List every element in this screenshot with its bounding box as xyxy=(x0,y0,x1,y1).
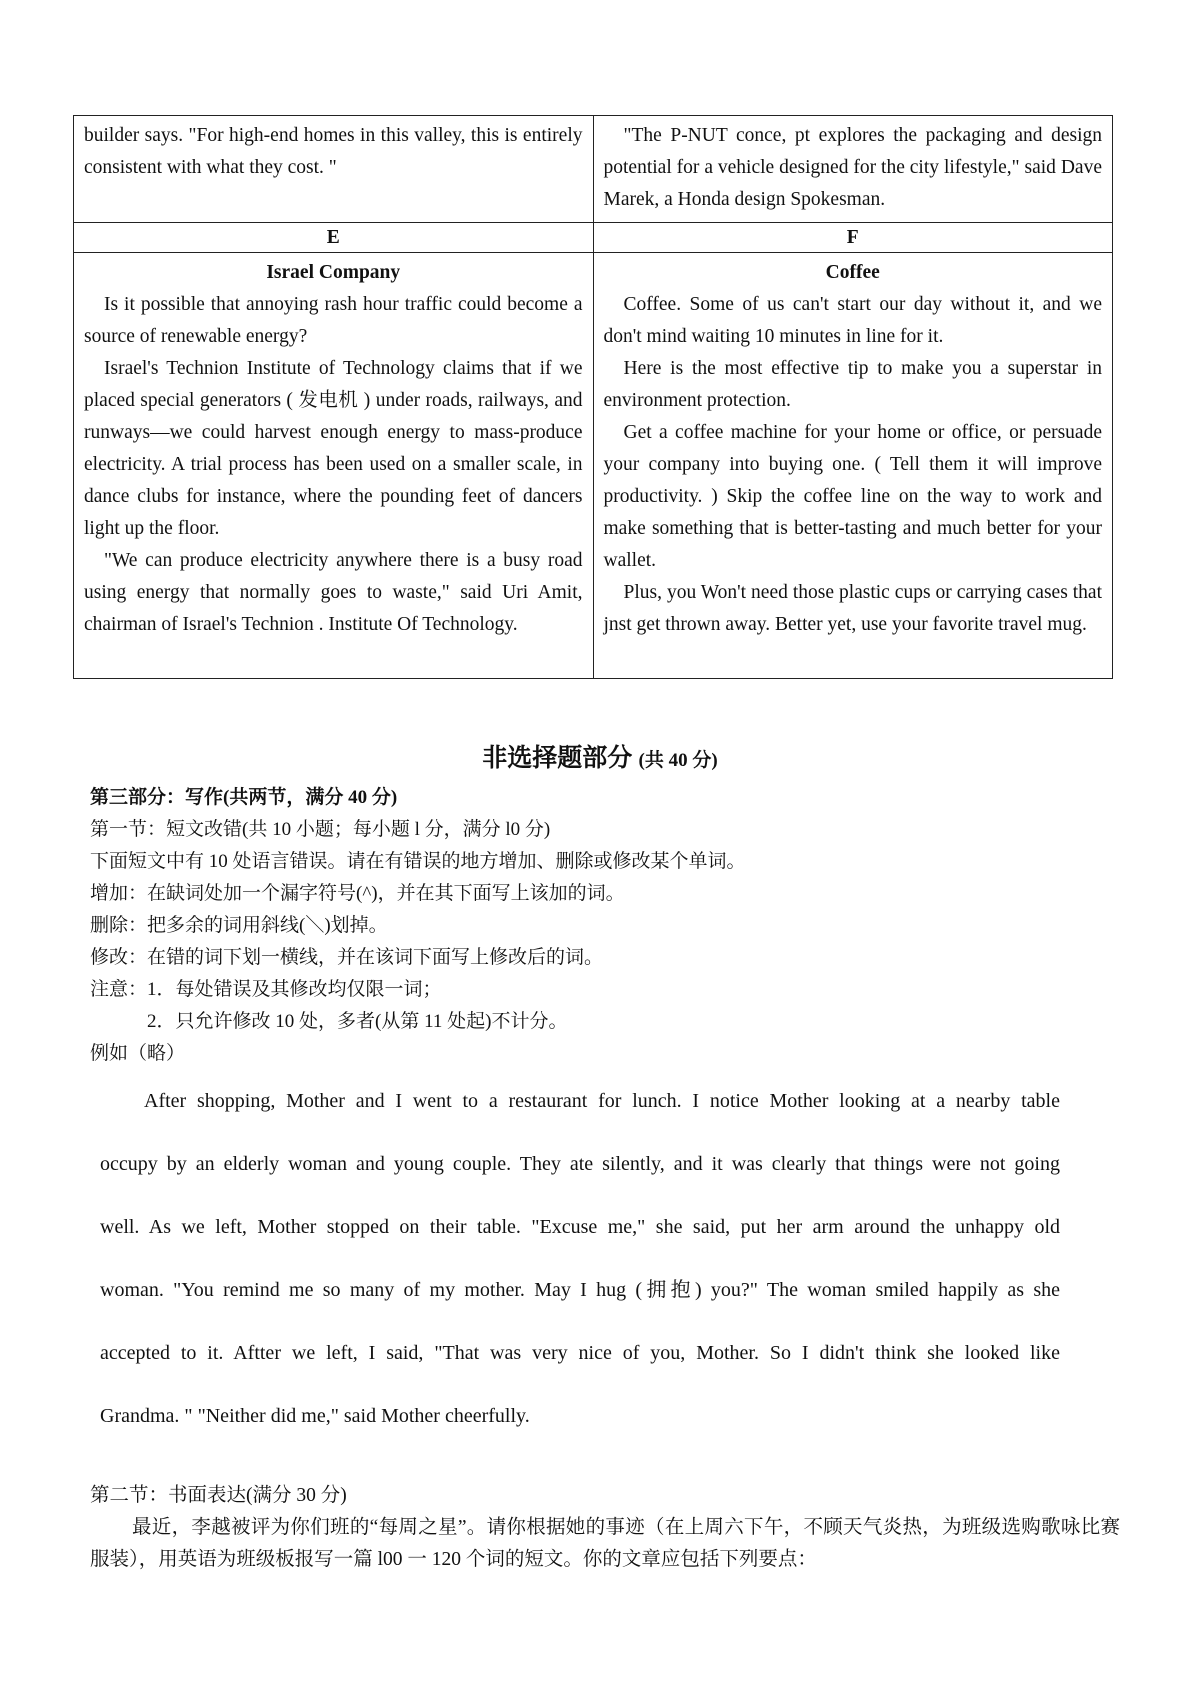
passage-f-paragraph: Get a coffee machine for your home or office, or persuade your company into buying one. ( Tell them it will improve productivity. ) Skip the coffee line on the way to work and make something that is better-tasting and much better for your wallet. xyxy=(603,422,1102,571)
passage-f-paragraph: Plus, you Won't need those plastic cups or carrying cases that jnst get thrown away. Better yet, use your favorite travel mug. xyxy=(603,582,1102,635)
passage-e-paragraph: Israel's Technion Institute of Technology claims that if we placed special generators ( 发电机 ) under roads, railways, and runways—we could harvest enough energy to mass-produce electricity. A trial process has been used on a smaller scale, in dance clubs for instance, where the pounding feet of dancers light up the floor. xyxy=(84,358,583,539)
passage-d-right-tail xyxy=(593,116,1113,223)
passage-line: After shopping, Mother and I went to a restaurant for lunch. I notice Mother looking at a nearby table xyxy=(144,1090,1060,1112)
passage-f-paragraph: Here is the most effective tip to make you a superstar in environment protection. xyxy=(603,358,1102,411)
passage-e-paragraph: "We can produce electricity anywhere there is a busy road using energy that normally goes to waste," said Uri Amit, chairman of Israel's Technion . Institute Of Technology. xyxy=(84,550,583,635)
passage-line: woman. "You remind me so many of my mother. May I hug (拥抱) you?" The woman smiled happily as she xyxy=(100,1279,1060,1301)
table-row xyxy=(74,116,1113,223)
passage-f-title: Coffee xyxy=(825,262,880,283)
part3-instructions xyxy=(90,782,1120,1070)
instruction-line: 删除：把多余的词用斜线(＼)划掉。 xyxy=(90,915,388,936)
passage-e xyxy=(74,253,594,679)
passage-label-e: E xyxy=(74,223,594,253)
instruction-line: 修改：在错的词下划一横线，并在该词下面写上修改后的词。 xyxy=(90,947,604,968)
passages-table xyxy=(73,115,1113,679)
writing-heading: 第二节：书面表达(满分 30 分) xyxy=(90,1485,347,1506)
instruction-line: 注意：1．每处错误及其修改均仅限一词； xyxy=(90,979,442,1000)
table-row xyxy=(74,253,1113,679)
passage-line: well. As we left, Mother stopped on their table. "Excuse me," she said, put her arm around the unhappy old xyxy=(100,1216,1060,1238)
correction-passage xyxy=(100,1085,1060,1463)
writing-prompt: 最近，李越被评为你们班的“每周之星”。请你根据她的事迹（在上周六下午，不顾天气炎热，为班级选购歌咏比赛服装），用英语为班级板报写一篇 l00 一 120 个词的短文。你的文章应包括下列要点： xyxy=(90,1517,1120,1570)
sec1-heading: 第一节：短文改错(共 10 小题；每小题 l 分，满分 l0 分) xyxy=(90,819,551,840)
instruction-line: 例如（略） xyxy=(90,1043,186,1064)
section-score: (共 40 分) xyxy=(638,750,718,771)
writing-section xyxy=(90,1480,1120,1576)
instruction-line: 2．只允许修改 10 处，多者(从第 11 处起)不计分。 xyxy=(90,1011,568,1032)
instruction-line: 增加：在缺词处加一个漏字符号(^)，并在其下面写上该加的词。 xyxy=(90,883,625,904)
section-title-text: 非选择题部分 xyxy=(482,745,633,772)
passage-text: "The P-NUT conce, pt explores the packaging and design potential for a vehicle designed for the city lifestyle," said Dave Marek, a Honda design Spokesman. xyxy=(603,125,1102,210)
passage-text: builder says. "For high-end homes in this valley, this is entirely consistent with what they cost. " xyxy=(84,125,583,178)
passage-d-left-tail xyxy=(74,116,594,223)
passage-e-title: Israel Company xyxy=(266,262,401,283)
passage-line: occupy by an elderly woman and young couple. They ate silently, and it was clearly that things were not going xyxy=(100,1153,1060,1175)
part3-heading: 第三部分：写作(共两节，满分 40 分) xyxy=(90,787,398,808)
passage-label-f: F xyxy=(593,223,1113,253)
section-title xyxy=(0,738,1200,774)
passage-f-paragraph: Coffee. Some of us can't start our day without it, and we don't mind waiting 10 minutes in line for it. xyxy=(603,294,1102,347)
table-row xyxy=(74,223,1113,253)
passage-line: accepted to it. Aftter we left, I said, "That was very nice of you, Mother. So I didn't think she looked like xyxy=(100,1342,1060,1364)
instruction-line: 下面短文中有 10 处语言错误。请在有错误的地方增加、删除或修改某个单词。 xyxy=(90,851,746,872)
passage-e-paragraph: Is it possible that annoying rash hour traffic could become a source of renewable energy? xyxy=(84,294,583,347)
passage-line: Grandma. " "Neither did me," said Mother cheerfully. xyxy=(100,1405,530,1427)
passage-f xyxy=(593,253,1113,679)
